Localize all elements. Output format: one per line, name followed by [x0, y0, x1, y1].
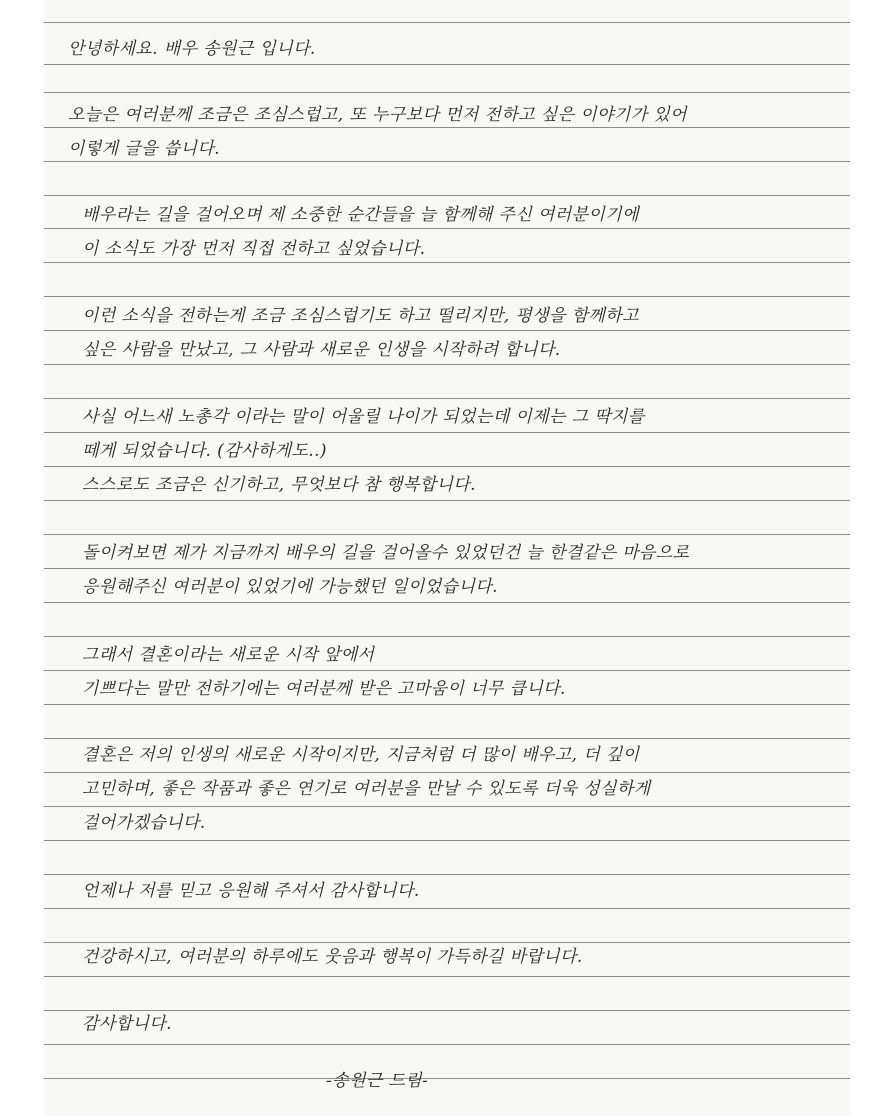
ruled-line [44, 92, 850, 93]
ruled-line [44, 976, 850, 977]
letter-line: 이런 소식을 전하는게 조금 조심스럽기도 하고 떨리지만, 평생을 함께하고 [82, 306, 639, 326]
ruled-line [44, 738, 850, 739]
ruled-line [44, 908, 850, 909]
letter-line: 고민하며, 좋은 작품과 좋은 연기로 여러분을 만날 수 있도록 더욱 성실하게 [82, 779, 651, 799]
ruled-line [44, 874, 850, 875]
ruled-line [44, 228, 850, 229]
ruled-line [44, 161, 850, 162]
ruled-line [44, 568, 850, 569]
letter-line: 결혼은 저의 인생의 새로운 시작이지만, 지금처럼 더 많이 배우고, 더 깊이 [82, 745, 640, 765]
greeting-line: 안녕하세요. 배우 송원근 입니다. [68, 39, 316, 59]
ruled-line [44, 840, 850, 841]
ruled-line [44, 195, 850, 196]
ruled-line [44, 364, 850, 365]
ruled-line [44, 806, 850, 807]
ruled-line [44, 262, 850, 263]
letter-line: 건강하시고, 여러분의 하루에도 웃음과 행복이 가득하길 바랍니다. [82, 947, 583, 967]
ruled-line [44, 398, 850, 399]
closing-line: 감사합니다. [82, 1014, 172, 1034]
ruled-line [44, 1044, 850, 1045]
letter-line: 돌이켜보면 제가 지금까지 배우의 길을 걸어올수 있었던건 늘 한결같은 마음으로 [82, 543, 690, 563]
ruled-line [44, 296, 850, 297]
ruled-line [44, 772, 850, 773]
ruled-line [44, 432, 850, 433]
ruled-line [44, 64, 850, 65]
ruled-line [44, 704, 850, 705]
ruled-line [44, 127, 850, 128]
ruled-line [44, 602, 850, 603]
ruled-line [44, 22, 850, 23]
letter-line: 이 소식도 가장 먼저 직접 전하고 싶었습니다. [82, 239, 426, 259]
letter-line: 응원해주신 여러분이 있었기에 가능했던 일이었습니다. [82, 577, 498, 597]
letter-line: 그래서 결혼이라는 새로운 시작 앞에서 [82, 645, 375, 665]
letter-line: 이렇게 글을 씁니다. [68, 139, 220, 159]
letter-line: 떼게 되었습니다. (감사하게도..) [82, 441, 327, 461]
ruled-line [44, 1078, 850, 1079]
ruled-line [44, 466, 850, 467]
letter-paper [44, 0, 850, 1116]
letter-line: 스스로도 조금은 신기하고, 무엇보다 참 행복합니다. [82, 475, 476, 495]
ruled-line [44, 330, 850, 331]
ruled-line [44, 942, 850, 943]
signature: -송원근 드림- [326, 1071, 429, 1091]
letter-line: 배우라는 길을 걸어오며 제 소중한 순간들을 늘 함께해 주신 여러분이기에 [82, 205, 639, 225]
letter-line: 언제나 저를 믿고 응원해 주셔서 감사합니다. [82, 881, 420, 901]
letter-line: 오늘은 여러분께 조금은 조심스럽고, 또 누구보다 먼저 전하고 싶은 이야기가 있어 [68, 105, 687, 125]
ruled-line [44, 500, 850, 501]
ruled-line [44, 534, 850, 535]
ruled-line [44, 636, 850, 637]
letter-line: 기쁘다는 말만 전하기에는 여러분께 받은 고마움이 너무 큽니다. [82, 679, 566, 699]
ruled-line [44, 1010, 850, 1011]
letter-line: 걸어가겠습니다. [82, 813, 206, 833]
letter-line: 사실 어느새 노총각 이라는 말이 어울릴 나이가 되었는데 이제는 그 딱지를 [82, 407, 645, 427]
ruled-line [44, 670, 850, 671]
letter-line: 싶은 사람을 만났고, 그 사람과 새로운 인생을 시작하려 합니다. [82, 340, 561, 360]
